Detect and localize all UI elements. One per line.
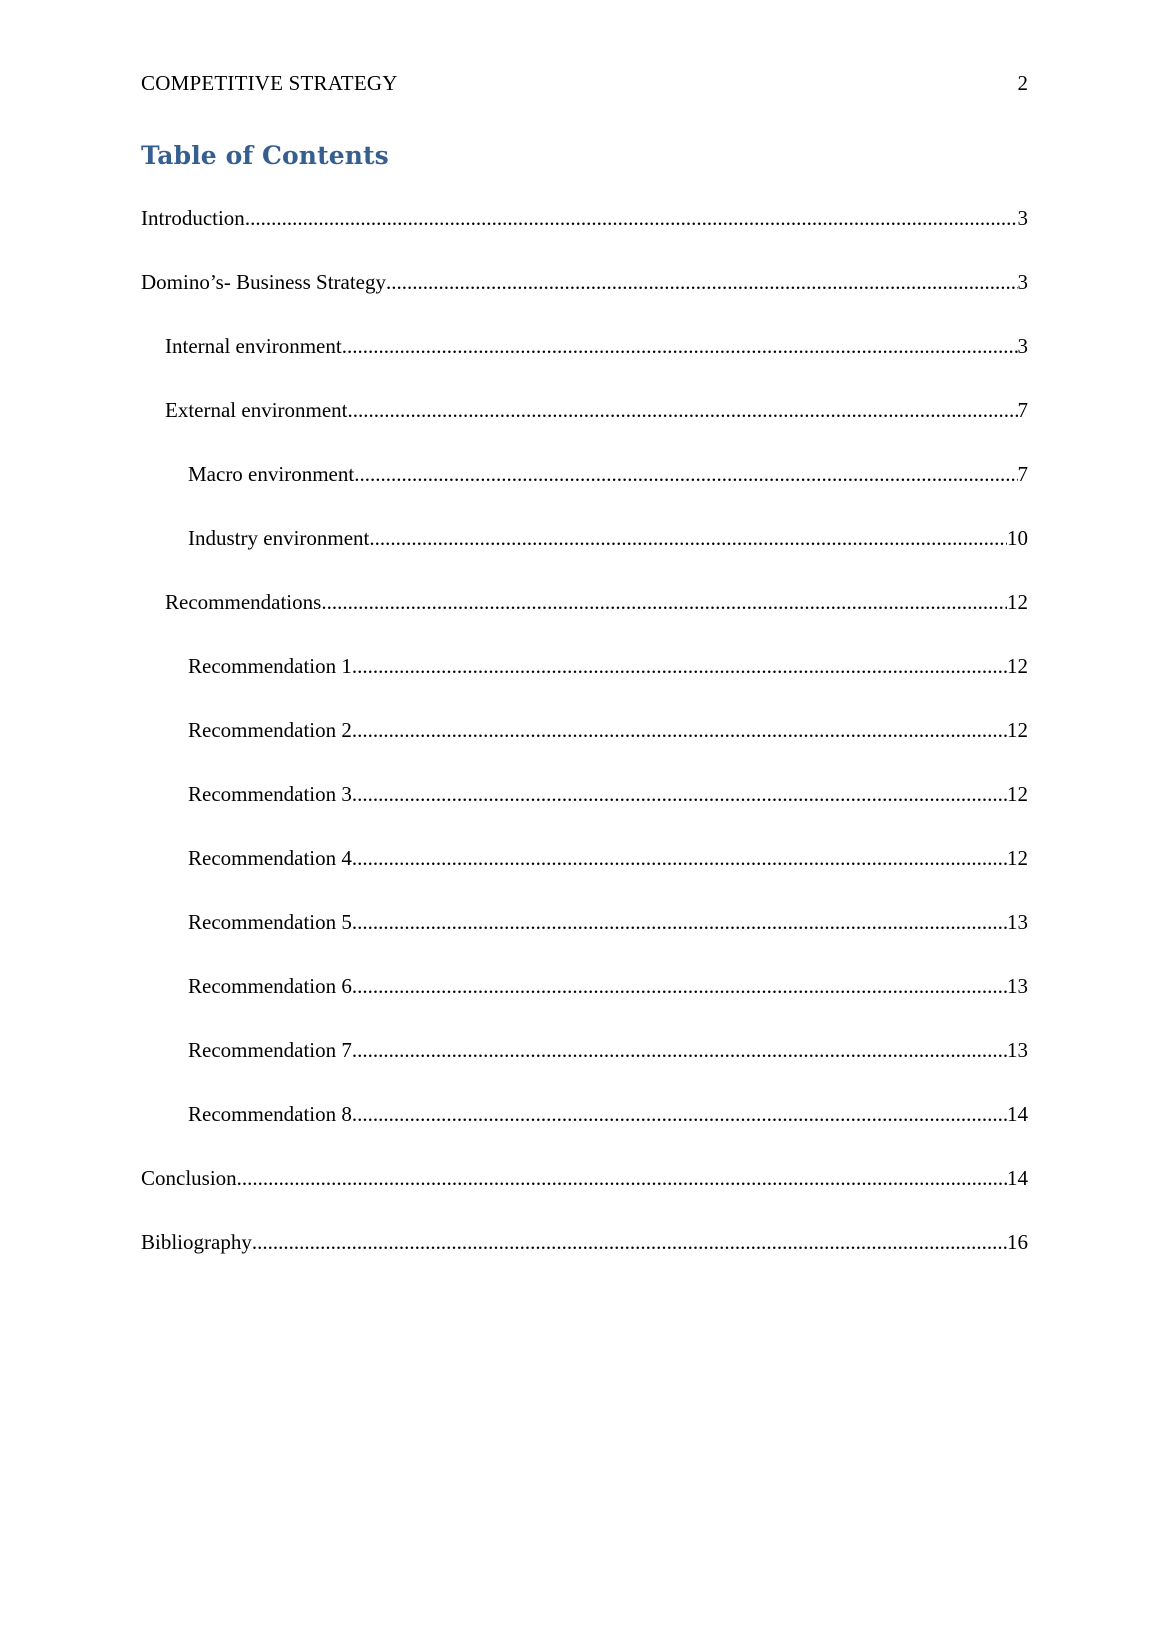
running-head: COMPETITIVE STRATEGY: [141, 71, 398, 95]
toc-entry-macro-environment[interactable]: [141, 459, 1028, 489]
toc-entry-page: 14: [1007, 1102, 1028, 1126]
dot-leader: [321, 587, 1007, 617]
toc-entry-page: 3: [1017, 206, 1028, 230]
toc-entry-page: 16: [1007, 1230, 1028, 1254]
dot-leader: [237, 1163, 1007, 1193]
dot-leader: [352, 1035, 1007, 1065]
toc-title: Table of Contents: [141, 141, 389, 170]
dot-leader: [352, 907, 1007, 937]
toc-entry-page: 14: [1007, 1166, 1028, 1190]
toc-entry-recommendation-5[interactable]: [141, 907, 1028, 937]
toc-entry-label: External environment: [165, 398, 348, 422]
dot-leader: [352, 843, 1007, 873]
dot-leader: [369, 523, 1007, 553]
toc-entry-conclusion[interactable]: [141, 1163, 1028, 1193]
toc-entry-label: Domino’s- Business Strategy: [141, 270, 386, 294]
toc-entry-page: 12: [1007, 718, 1028, 742]
toc-entry-label: Recommendation 5: [188, 910, 352, 934]
dot-leader: [352, 715, 1007, 745]
toc-entry-label: Recommendation 8: [188, 1102, 352, 1126]
toc-entry-label: Recommendation 1: [188, 654, 352, 678]
toc-entry-recommendation-1[interactable]: [141, 651, 1028, 681]
dot-leader: [348, 395, 1018, 425]
toc-entry-recommendation-7[interactable]: [141, 1035, 1028, 1065]
toc-entry-label: Recommendations: [165, 590, 322, 614]
toc-entry-bibliography[interactable]: [141, 1227, 1028, 1257]
dot-leader: [252, 1227, 1007, 1257]
toc-entry-page: 13: [1007, 910, 1028, 934]
toc-entry-page: 7: [1017, 462, 1028, 486]
dot-leader: [352, 971, 1007, 1001]
toc-entry-introduction[interactable]: [141, 203, 1028, 233]
toc-entry-page: 12: [1007, 782, 1028, 806]
toc-entry-page: 13: [1007, 974, 1028, 998]
page-header: [141, 68, 1028, 98]
toc-entry-label: Industry environment: [188, 526, 370, 550]
toc-entry-label: Introduction: [141, 206, 245, 230]
toc-entry-page: 13: [1007, 1038, 1028, 1062]
dot-leader: [352, 651, 1007, 681]
dot-leader: [352, 1099, 1007, 1129]
dot-leader: [245, 203, 1018, 233]
dot-leader: [342, 331, 1018, 361]
toc-entry-recommendations[interactable]: [141, 587, 1028, 617]
toc-entry-page: 7: [1017, 398, 1028, 422]
toc-entry-recommendation-4[interactable]: [141, 843, 1028, 873]
toc-entry-label: Recommendation 6: [188, 974, 352, 998]
toc-entry-recommendation-6[interactable]: [141, 971, 1028, 1001]
toc-entry-label: Bibliography: [141, 1230, 252, 1254]
toc-entry-label: Macro environment: [188, 462, 355, 486]
toc-entry-page: 3: [1017, 334, 1028, 358]
toc-entry-label: Recommendation 4: [188, 846, 352, 870]
toc-entry-page: 12: [1007, 654, 1028, 678]
toc-entry-page: 10: [1007, 526, 1028, 550]
toc-entry-page: 3: [1017, 270, 1028, 294]
dot-leader: [386, 267, 1018, 297]
page-number: 2: [1017, 71, 1028, 95]
dot-leader: [354, 459, 1017, 489]
toc-entry-industry-environment[interactable]: [141, 523, 1028, 553]
toc-entry-page: 12: [1007, 590, 1028, 614]
toc-entry-label: Conclusion: [141, 1166, 237, 1190]
toc-entry-business-strategy[interactable]: [141, 267, 1028, 297]
toc-entry-label: Recommendation 3: [188, 782, 352, 806]
toc-entry-label: Recommendation 7: [188, 1038, 352, 1062]
toc-entry-label: Recommendation 2: [188, 718, 352, 742]
dot-leader: [352, 779, 1007, 809]
toc-entry-recommendation-8[interactable]: [141, 1099, 1028, 1129]
toc-entry-recommendation-2[interactable]: [141, 715, 1028, 745]
toc-entry-recommendation-3[interactable]: [141, 779, 1028, 809]
toc-entry-internal-environment[interactable]: [141, 331, 1028, 361]
toc-entry-label: Internal environment: [165, 334, 342, 358]
toc-entry-page: 12: [1007, 846, 1028, 870]
toc-entry-external-environment[interactable]: [141, 395, 1028, 425]
